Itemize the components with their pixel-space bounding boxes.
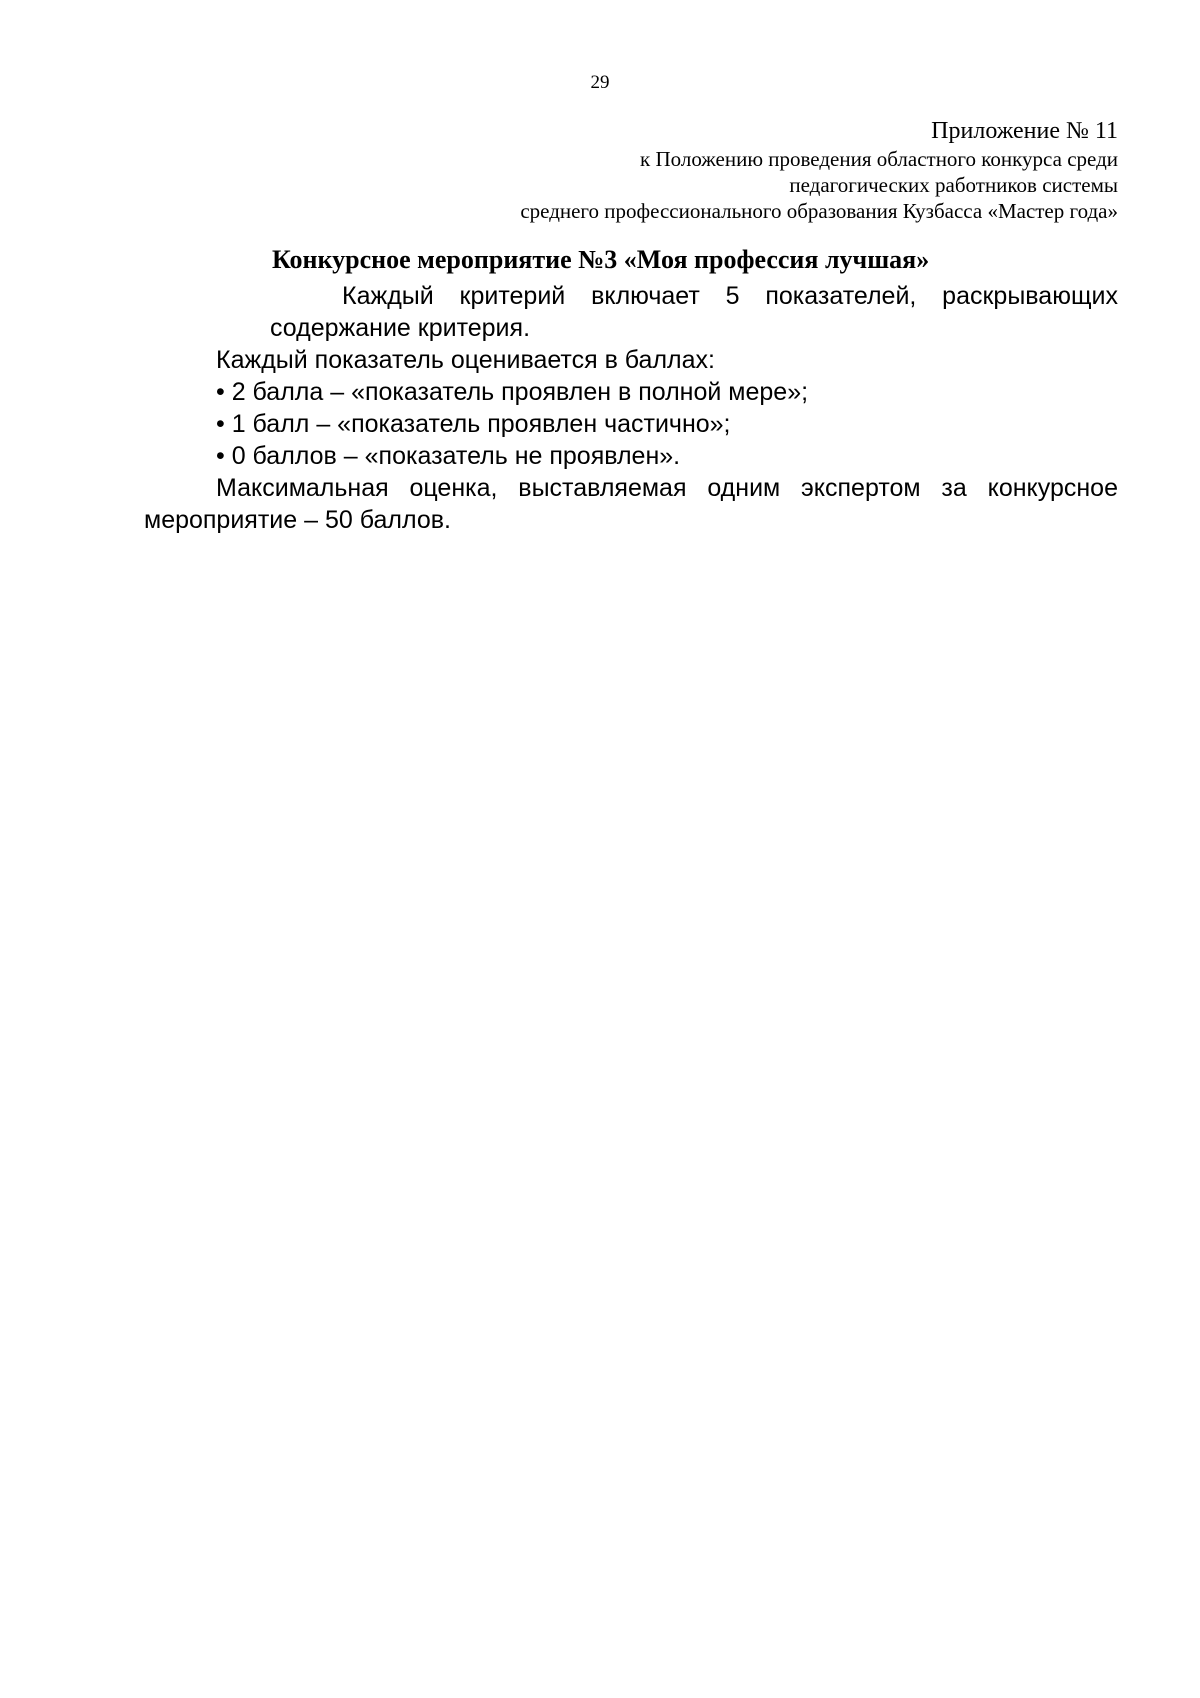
- page-number: 29: [590, 72, 610, 93]
- scoring-list: [216, 376, 1116, 472]
- appendix-header: [218, 116, 1118, 224]
- appendix-title: Приложение № 11: [931, 118, 1118, 144]
- appendix-line: педагогических работников системы: [789, 173, 1118, 197]
- list-item: • 2 балла – «показатель проявлен в полной мере»;: [216, 378, 809, 406]
- criteria-paragraph: Каждый критерий включает 5 показателей, раскрывающих содержание критерия.: [270, 282, 1118, 342]
- section-heading: Конкурсное мероприятие №3 «Моя профессия лучшая»: [272, 245, 930, 274]
- appendix-line: среднего профессионального образования Кузбасса «Мастер года»: [520, 199, 1118, 223]
- max-score-paragraph: Максимальная оценка, выставляемая одним экспертом за конкурсное мероприятие – 50 баллов.: [144, 474, 1118, 534]
- scoring-intro: Каждый показатель оценивается в баллах:: [216, 346, 715, 374]
- appendix-line: к Положению проведения областного конкурса среди: [640, 147, 1118, 171]
- list-item: • 0 баллов – «показатель не проявлен».: [216, 442, 681, 470]
- list-item: • 1 балл – «показатель проявлен частично»;: [216, 410, 731, 438]
